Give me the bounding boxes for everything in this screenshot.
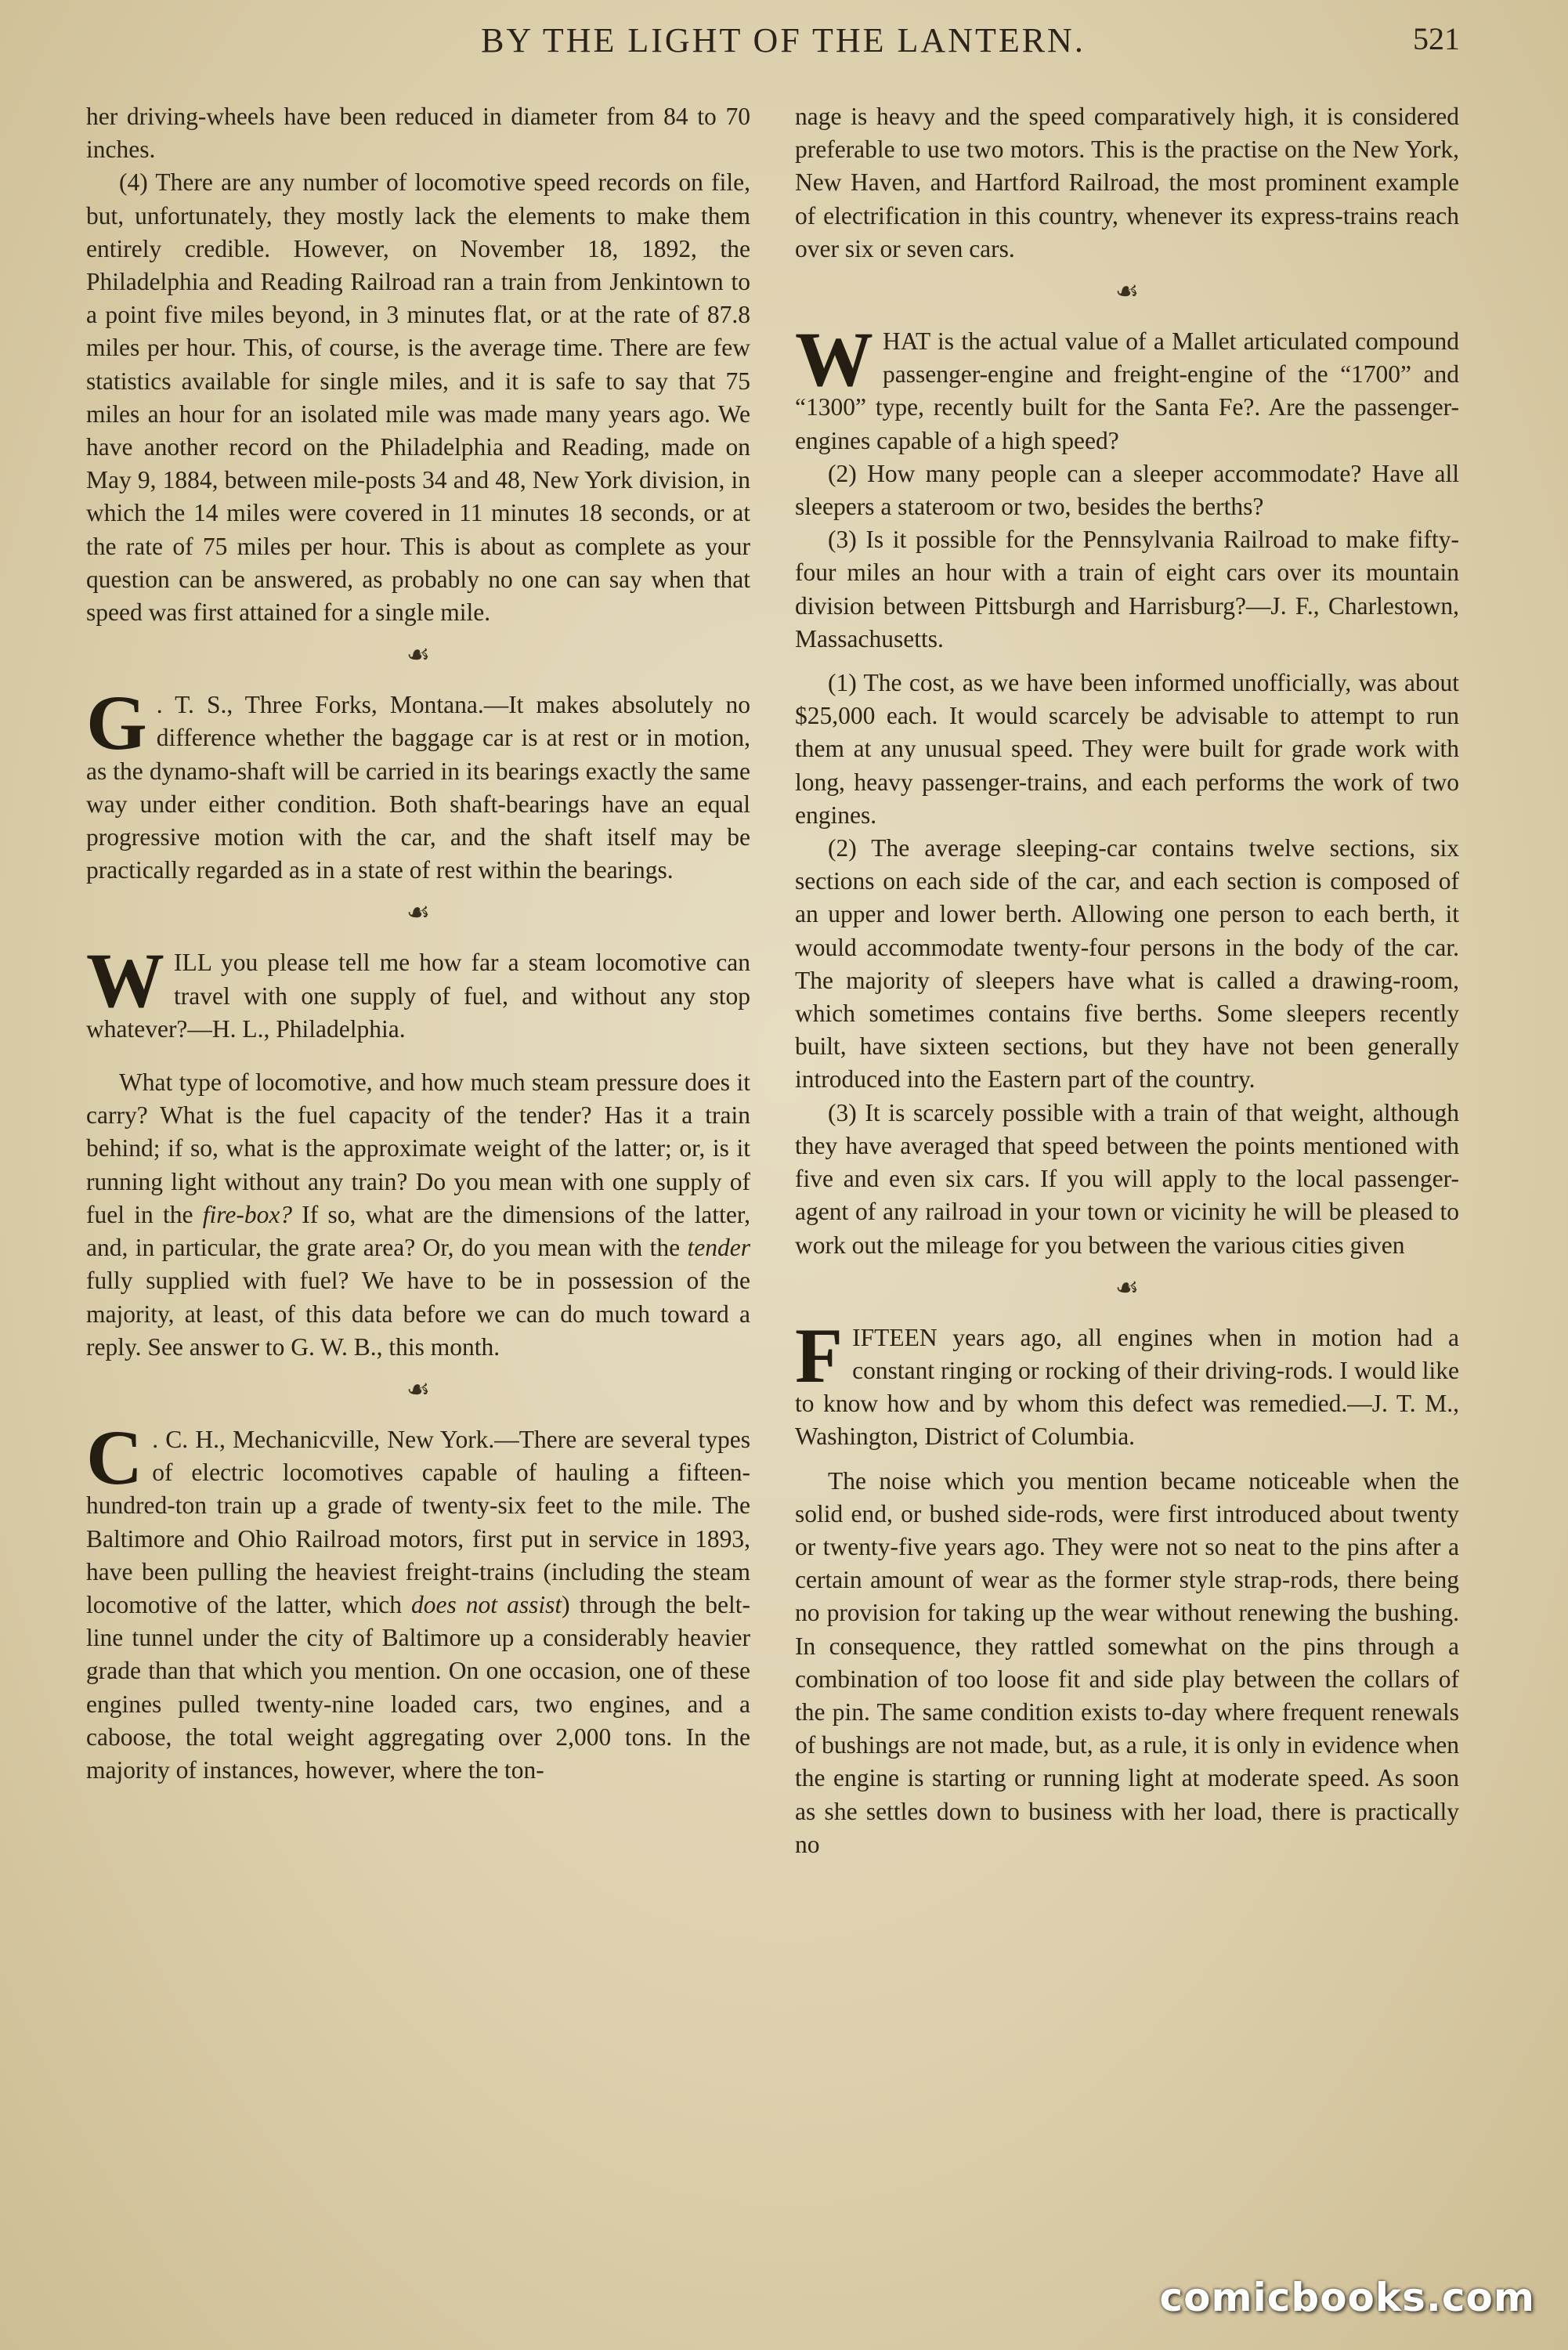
letter-gts [86,679,750,887]
fleuron-ornament-icon: ☙ [406,1375,431,1405]
paragraph: her driving-wheels have been reduced in diameter from 84 to 70 inches. [86,103,750,164]
letter-text: . T. S., Three Forks, Montana.—It makes absolutely no difference whether the baggage car is at rest or in motion, as the dynamo-shaft will be carried in its bearings exactly the same way under either condition. Both shaft-bearings have an equal progressive motion with the car, and the shaft itself may be practically regarded as in a state of rest within the bearings. [86,691,750,884]
answer-paragraph: (1) The cost, as we have been informed unofficially, was about $25,000 each. It would scarcely be advisable to attempt to run them at any unusual speed. They were built for grade work with long, heavy passenger-trains, and each performs the work of two engines. [795,669,1459,829]
page-number: 521 [1413,21,1460,56]
answer-paragraph: (3) It is scarcely possible with a train of that weight, although they have averaged that speed between the points mentioned with five and even six cars. If you will apply to the local passenger-agent of any railroad in your town or vicinity he will be pleased to work out the mileage for you between the various cities given [795,1098,1459,1259]
fleuron-ornament-icon: ☙ [406,641,431,671]
drop-cap: W [86,937,164,1025]
right-column [795,100,1459,2225]
left-column [86,100,750,2225]
letter-hl [86,937,750,1046]
fleuron-ornament-icon: ☙ [1115,1273,1140,1303]
letter-ch: C . C. H., Mechanicville, New York.—There are several types of electric locomotives capable of hauling a fifteen-hundred-ton train up a grade of twenty-six feet to the mile. The Baltimore and Ohio Railroad motors, first put in service in 1893, have been pulling the heaviest freight-trains (including the steam locomotive of the latter, which does not assist) through the belt-line tunnel under the city of Baltimore up a considerably heavier grade than that which you mention. On one occasion, one of these engines pulled twenty-nine loaded cars, two engines, and a caboose, the total weight aggregating over 2,000 tons. In the majority of instances, however, where the ton- [86,1413,750,1784]
page-header [0,20,1568,67]
letter-jf [795,316,1459,457]
watermark: comicbooks.com [1159,2275,1535,2320]
letter-text: ILL you please tell me how far a steam locomotive can travel with one supply of fuel, and without any stop whatever?—H. L., Philadelphia. [86,949,750,1043]
question-paragraph: (3) Is it possible for the Pennsylvania Railroad to make fifty-four miles an hour with a train of eight cars over its mountain division between Pittsburgh and Harrisburg?—J. F., Charlestown, Massachusetts. [795,526,1459,653]
fleuron-ornament-icon: ☙ [1115,277,1140,307]
drop-cap: F [795,1311,844,1399]
drop-cap: C [86,1413,143,1501]
fleuron-ornament-icon: ☙ [406,898,431,928]
running-head: BY THE LIGHT OF THE LANTERN. [481,21,1086,60]
answer-paragraph: What type of locomotive, and how much steam pressure does it carry? What is the fuel capacity of the tender? Has it a train behind; if so, what is the approximate weight of the latter; or, is it running light without any train? Do you mean with one supply of fuel in the fire-box? If so, what are the dimensions of the latter, and, in particular, the grate area? Or, do you mean with the tender fully supplied with fuel? We have to be in possession of the majority, at least, of this data before we can do much toward a reply. See answer to G. W. B., this month. [86,1068,750,1361]
letter-text: IFTEEN years ago, all engines when in motion had a constant ringing or rocking of their driving-rods. I would like to know how and by whom this defect was remedied.—J. T. M., Washington, District of Columbia. [795,1323,1459,1451]
letter-text: HAT is the actual value of a Mallet articulated compound passenger-engine and freight-engine of the “1700” and “1300” type, recently built for the Santa Fe?. Are the passenger-engines capable of a high speed? [795,327,1459,454]
paragraph: nage is heavy and the speed comparatively high, it is considered preferable to use two motors. This is the practise on the New York, New Haven, and Hartford Railroad, the most prominent example of electrification in this country, whenever its express-trains reach over six or seven cars. [795,103,1459,262]
letter-jtm [795,1311,1459,1454]
paragraph: (4) There are any number of locomotive speed records on file, but, unfortunately, they mostly lack the elements to make them entirely credible. However, on November 18, 1892, the Philadelphia and Reading Railroad ran a train from Jenkintown to a point five miles beyond, in 3 minutes flat, or at the rate of 87.8 miles per hour. This, of course, is the average time. There are few statistics available for single miles, and it is safe to say that 75 miles an hour for an isolated mile was made many years ago. We have another record on the Philadelphia and Reading, made on May 9, 1884, between mile-posts 34 and 48, New York division, in which the 14 miles were covered in 11 minutes 18 seconds, or at the rate of 75 miles per hour. This is about as complete as your question can be answered, as probably no one can say when that speed was first attained for a single mile. [86,168,750,627]
answer-paragraph: (2) The average sleeping-car contains twelve sections, six sections on each side of the car, and each section is composed of an upper and lower berth. Allowing one person to each berth, it would accommodate twenty-four persons in the body of the car. The majority of sleepers have what is called a drawing-room, which sometimes contains five berths. Some sleepers recently built, have sixteen sections, but they have not been generally introduced into the Eastern part of the country. [795,834,1459,1094]
drop-cap: G [86,679,147,767]
drop-cap: W [795,316,873,403]
answer-paragraph: The noise which you mention became noticeable when the solid end, or bushed side-rods, were first introduced about twenty or twenty-five years ago. They were not so neat to the pins after a certain amount of wear as the former style strap-rods, there being no provision for taking up the wear without renewing the bushing. In consequence, they rattled somewhat on the pins through a combination of too loose fit and side play between the collars of the pin. The same condition exists to-day where frequent renewals of bushings are not made, but, as a rule, it is only in evidence when the engine is starting or running light at moderate speed. As soon as she settles down to business with her load, there is practically no [795,1466,1459,1858]
question-paragraph: (2) How many people can a sleeper accommodate? Have all sleepers a stateroom or two, besides the berths? [795,459,1459,521]
